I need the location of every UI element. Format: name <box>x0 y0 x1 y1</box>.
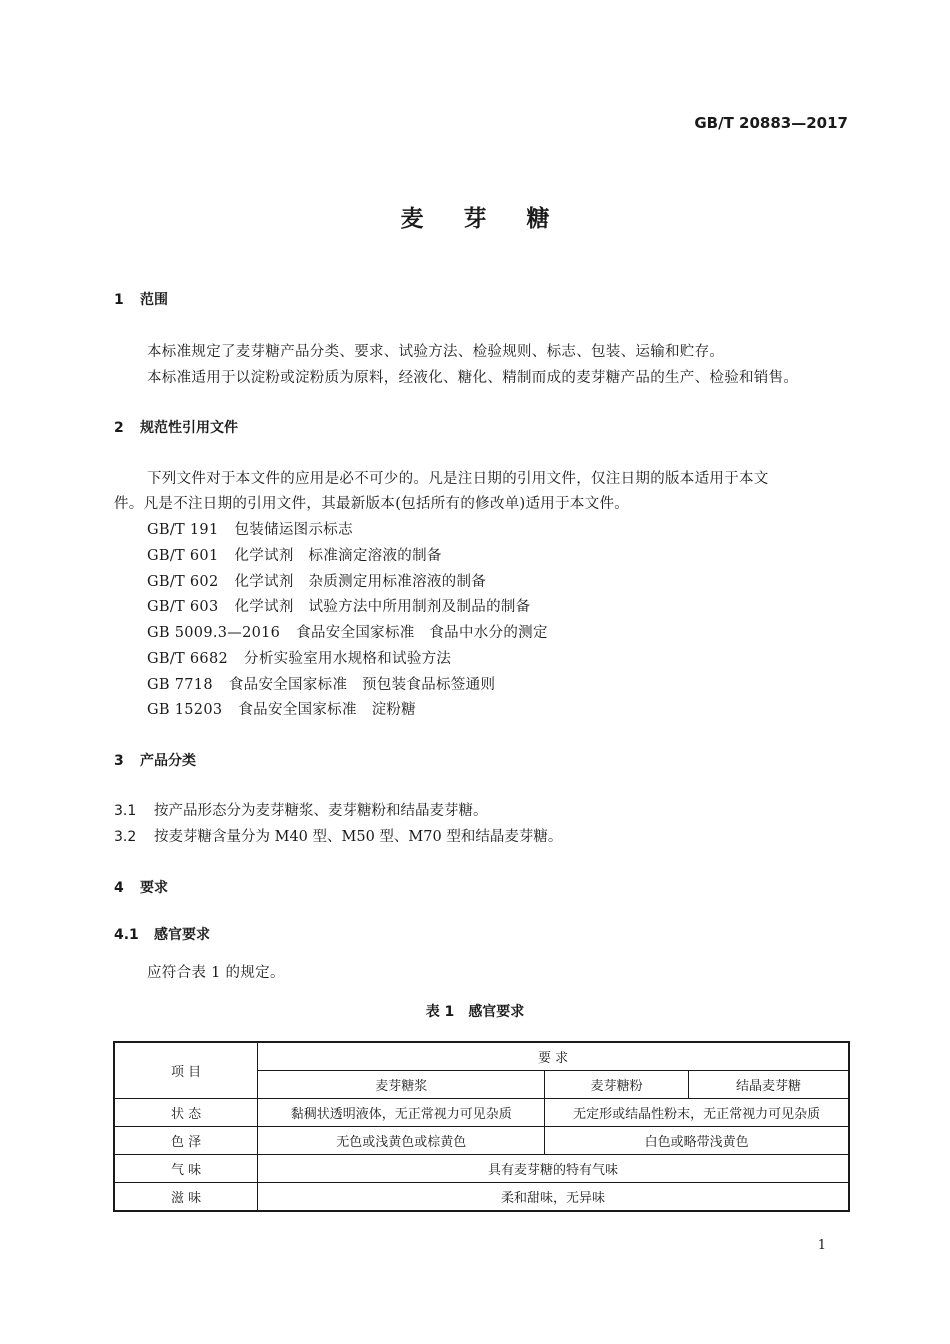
standard-code: GB/T 20883—2017 <box>694 114 848 132</box>
section-number: 4 <box>114 880 124 896</box>
reference-item: GB/T 601 化学试剂 标准滴定溶液的制备 <box>147 548 442 564</box>
table-row: 色 泽 无色或浅黄色或棕黄色 白色或略带浅黄色 <box>114 1127 849 1155</box>
sensory-requirements-table <box>113 1041 850 1212</box>
reference-item: GB 15203 食品安全国家标准 淀粉糖 <box>147 702 416 718</box>
paragraph: 本标准规定了麦芽糖产品分类、要求、试验方法、检验规则、标志、包装、运输和贮存。 <box>147 344 725 360</box>
reference-item: GB/T 603 化学试剂 试验方法中所用制剂及制品的制备 <box>147 599 531 615</box>
reference-item: GB 5009.3—2016 食品安全国家标准 食品中水分的测定 <box>147 625 548 641</box>
section-number: 3 <box>114 753 124 769</box>
section-title: 规范性引用文件 <box>140 420 238 436</box>
paragraph: 下列文件对于本文件的应用是必不可少的。凡是注日期的引用文件，仅注日期的版本适用于本文 <box>147 471 769 487</box>
table-header-col: 麦芽糖粉 <box>545 1071 689 1099</box>
table-row: 滋 味 柔和甜味，无异味 <box>114 1183 849 1212</box>
clause-3-1: 3.1 按产品形态分为麦芽糖浆、麦芽糖粉和结晶麦芽糖。 <box>114 803 488 819</box>
reference-item: GB/T 191 包装储运图示标志 <box>147 522 353 538</box>
section-3-heading <box>114 750 196 770</box>
reference-item: GB/T 6682 分析实验室用水规格和试验方法 <box>147 651 452 667</box>
table-caption: 表 1 感官要求 <box>425 1004 525 1020</box>
section-title: 范围 <box>140 292 168 308</box>
table-header-requirement: 要 求 <box>258 1042 849 1071</box>
table-header-col: 麦芽糖浆 <box>258 1071 545 1099</box>
table-row: 状 态 黏稠状透明液体，无正常视力可见杂质 无定形或结晶性粉末，无正常视力可见杂质 <box>114 1099 849 1127</box>
section-title: 产品分类 <box>140 753 196 769</box>
paragraph: 本标准适用于以淀粉或淀粉质为原料，经液化、糖化、精制而成的麦芽糖产品的生产、检验和销售。 <box>147 370 799 386</box>
table-header-item: 项 目 <box>114 1042 258 1099</box>
section-number: 2 <box>114 420 124 436</box>
section-title: 要求 <box>140 880 168 896</box>
paragraph: 件。凡是不注日期的引用文件，其最新版本(包括所有的修改单)适用于本文件。 <box>114 496 630 512</box>
table-row: 气 味 具有麦芽糖的特有气味 <box>114 1155 849 1183</box>
document-title: 麦芽糖 <box>400 206 590 232</box>
clause-4-1-heading: 4.1 感官要求 <box>114 927 210 943</box>
reference-item: GB 7718 食品安全国家标准 预包装食品标签通则 <box>147 677 496 693</box>
section-number: 1 <box>114 292 124 308</box>
section-4-heading <box>114 877 168 897</box>
section-1-heading <box>114 289 168 309</box>
table-header-col: 结晶麦芽糖 <box>688 1071 849 1099</box>
section-2-heading <box>114 417 238 437</box>
reference-item: GB/T 602 化学试剂 杂质测定用标准溶液的制备 <box>147 574 487 590</box>
page-number: 1 <box>817 1238 826 1253</box>
clause-3-2: 3.2 按麦芽糖含量分为 M40 型、M50 型、M70 型和结晶麦芽糖。 <box>114 829 563 845</box>
paragraph: 应符合表 1 的规定。 <box>147 965 285 981</box>
